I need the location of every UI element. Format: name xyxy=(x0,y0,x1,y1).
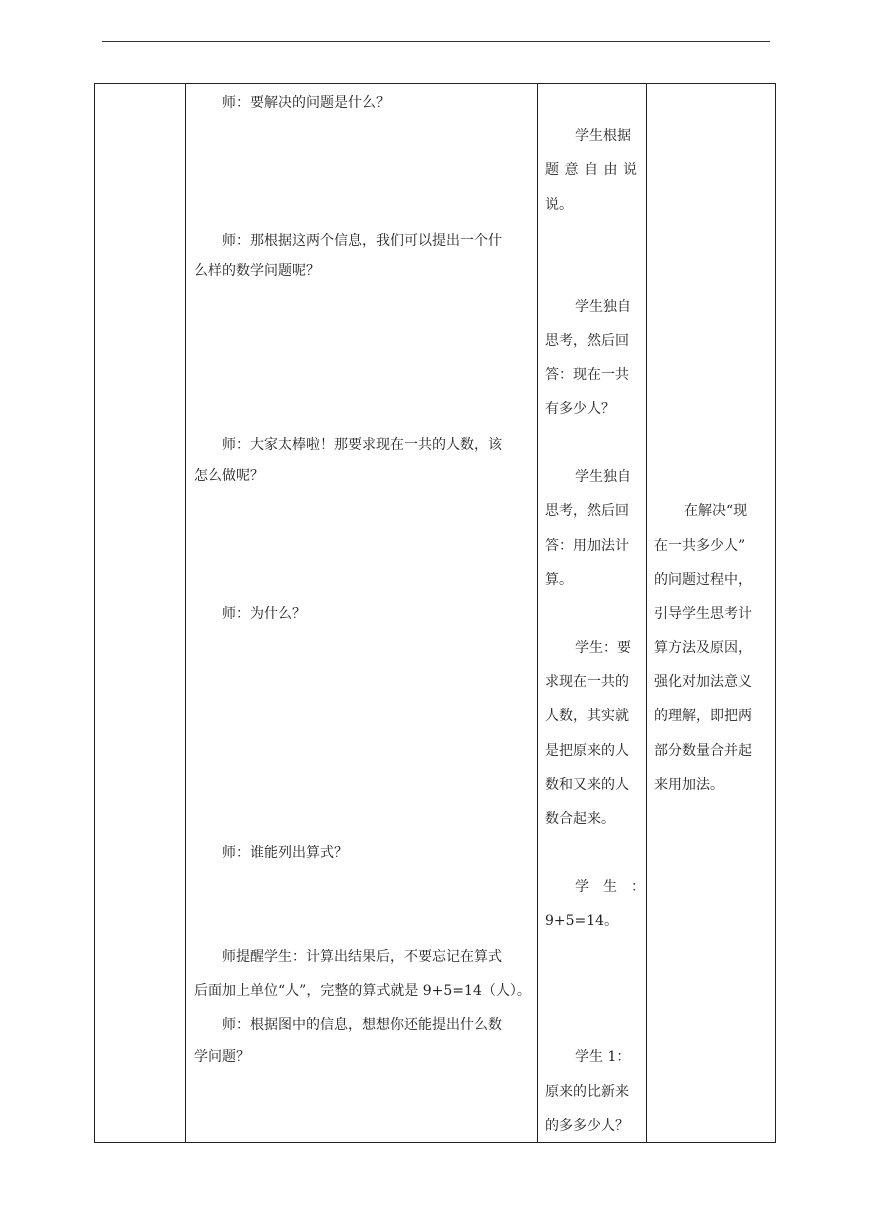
teacher-line: 师提醒学生：计算出结果后，不要忘记在算式 xyxy=(222,949,502,965)
student-line: 人数，其实就 xyxy=(545,708,629,724)
student-line: 数和又来的人 xyxy=(545,777,629,793)
student-line: 答：现在一共 xyxy=(545,367,629,383)
student-line-justified xyxy=(545,161,637,179)
design-line: 部分数量合并起 xyxy=(654,743,752,759)
design-line: 在解决“现 xyxy=(684,503,748,519)
student-line: 思考，然后回 xyxy=(545,503,629,519)
teacher-line: 后面加上单位“人”，完整的算式就是 9+5=14（人）。 xyxy=(194,983,531,999)
student-line: 有多少人？ xyxy=(545,401,615,417)
teacher-line: 学问题？ xyxy=(194,1049,250,1065)
column-divider xyxy=(646,84,647,1142)
char: 自 xyxy=(584,162,598,178)
teacher-line: 师：为什么？ xyxy=(222,606,306,622)
student-line: 学生独自 xyxy=(575,469,631,485)
char: 意 xyxy=(564,162,579,178)
teacher-line: 师：根据图中的信息，想想你还能提出什么数 xyxy=(222,1017,502,1033)
design-line: 的理解，即把两 xyxy=(654,708,752,724)
design-line: 的问题过程中， xyxy=(654,572,752,588)
student-line: 的多多少人？ xyxy=(545,1118,629,1134)
header-rule xyxy=(102,41,770,42)
char: 题 xyxy=(545,162,559,178)
student-line: 算。 xyxy=(545,572,573,588)
student-line: 求现在一共的 xyxy=(545,674,629,690)
char: 由 xyxy=(603,162,618,178)
teacher-line: 师：大家太棒啦！那要求现在一共的人数，该 xyxy=(222,437,502,453)
student-line: 是把原来的人 xyxy=(545,743,629,759)
student-line: 学生根据 xyxy=(575,128,631,144)
teacher-line: 师：要解决的问题是什么？ xyxy=(222,95,390,111)
student-line: 学生 1： xyxy=(575,1049,631,1065)
student-line: 学生独自 xyxy=(575,299,631,315)
student-line: 学 生 ： xyxy=(575,879,645,895)
design-line: 算方法及原因， xyxy=(654,640,752,656)
student-line: 思考，然后回 xyxy=(545,333,629,349)
teacher-line: 么样的数学问题呢？ xyxy=(194,263,320,279)
student-line: 9+5=14。 xyxy=(545,913,619,929)
teacher-line: 师：那根据这两个信息，我们可以提出一个什 xyxy=(222,233,502,249)
student-line: 数合起来。 xyxy=(545,811,615,827)
teacher-line: 师：谁能列出算式？ xyxy=(222,845,348,861)
design-line: 引导学生思考计 xyxy=(654,606,752,622)
teacher-line: 怎么做呢？ xyxy=(194,468,264,484)
char: 说 xyxy=(623,162,637,178)
student-line: 原来的比新来 xyxy=(545,1084,629,1100)
student-line: 学生：要 xyxy=(575,640,631,656)
design-line: 强化对加法意义 xyxy=(654,674,752,690)
student-line: 答：用加法计 xyxy=(545,538,629,554)
column-divider xyxy=(185,84,186,1142)
design-line: 来用加法。 xyxy=(654,777,724,793)
design-line: 在一共多少人” xyxy=(654,538,746,554)
column-divider xyxy=(537,84,538,1142)
student-line: 说。 xyxy=(545,197,573,213)
